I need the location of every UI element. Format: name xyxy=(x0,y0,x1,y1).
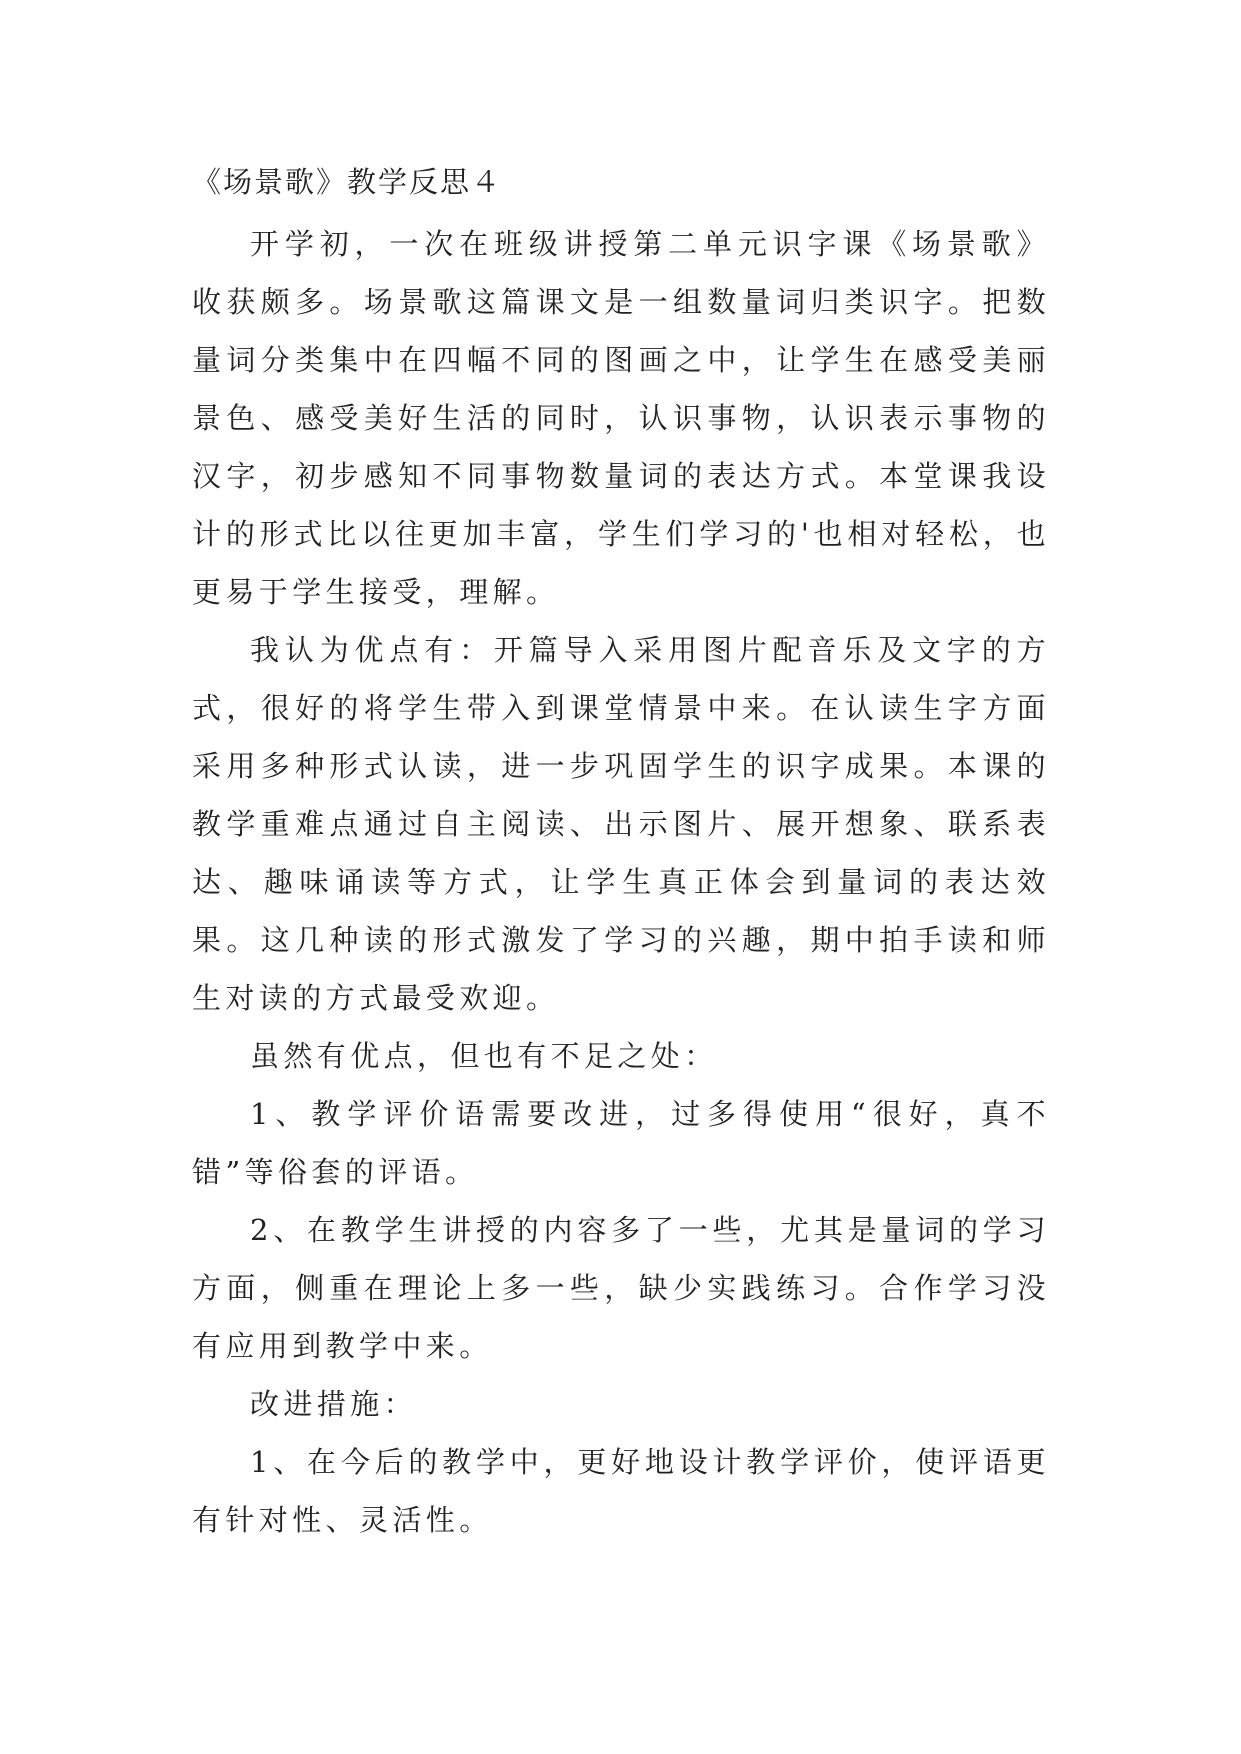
paragraph-shortcoming-2: 2、在教学生讲授的内容多了一些，尤其是量词的学习方面，侧重在理论上多一些，缺少实践练习。合作学习没有应用到教学中来。 xyxy=(192,1213,1050,1363)
document-title: 《场景歌》教学反思４ xyxy=(192,165,503,199)
paragraph-intro: 开学初，一次在班级讲授第二单元识字课《场景歌》收获颇多。场景歌这篇课文是一组数量词归类识字。把数量词分类集中在四幅不同的图画之中，让学生在感受美丽景色、感受美好生活的同时，认识事物，认识表示事物的汉字，初步感知不同事物数量词的表达方式。本堂课我设计的形式比以往更加丰富，学生们学习的'也相对轻松，也更易于学生接受，理解。 xyxy=(192,227,1050,609)
document-page xyxy=(192,162,1050,1549)
paragraph-improvement-1: 1、在今后的教学中，更好地设计教学评价，使评语更有针对性、灵活性。 xyxy=(192,1445,1050,1537)
paragraph-shortcoming-1: 1、教学评价语需要改进，过多得使用“很好，真不错”等俗套的评语。 xyxy=(192,1097,1050,1189)
paragraph-improvements-heading: 改进措施： xyxy=(250,1387,418,1421)
paragraph-strengths: 我认为优点有：开篇导入采用图片配音乐及文字的方式，很好的将学生带入到课堂情景中来。在认读生字方面采用多种形式认读，进一步巩固学生的识字成果。本课的教学重难点通过自主阅读、出示图片、展开想象、联系表达、趣味诵读等方式，让学生真正体会到量词的表达效果。这几种读的形式激发了学习的兴趣，期中拍手读和师生对读的方式最受欢迎。 xyxy=(192,633,1050,1015)
paragraph-shortcomings-heading: 虽然有优点，但也有不足之处： xyxy=(250,1039,718,1073)
